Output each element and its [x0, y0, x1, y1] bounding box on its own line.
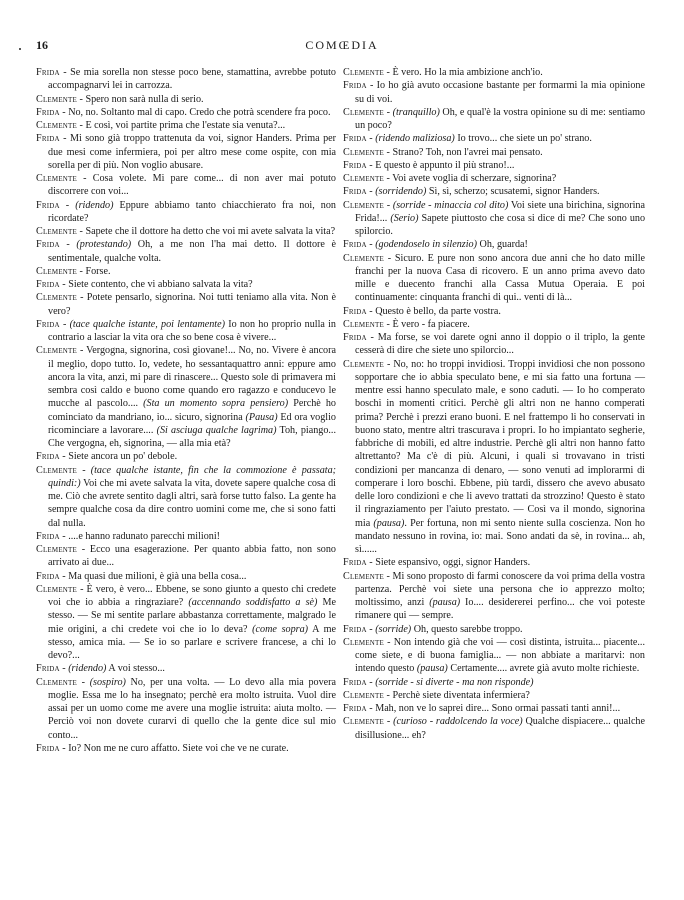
- dialogue-text: ....e hanno radunato parecchi milioni!: [68, 530, 221, 542]
- speaker-name: Frida: [343, 133, 367, 145]
- speaker-name: Clemente: [36, 544, 78, 555]
- dialogue-line: Clemente - Sicuro. E pure non sono ancora due anni che ho dato mille franchi per la nuova Casa di ricovero. E un anno prima avevo dato mille e duecento franchi alla Cassa Mutua Operaia. E poi continuamente: cinquanta franchi di qui.. venti di là...: [343, 252, 646, 304]
- dialogue-line: Clemente - Potete pensarlo, signorina. Noi tutti teniamo alla vita. Non è vero?: [36, 292, 336, 317]
- dialogue-line: Clemente - Sapete che il dottore ha detto che voi mi avete salvata la vita?: [36, 226, 336, 237]
- dialogue-line: Frida - ....e hanno radunato parecchi milioni!: [36, 530, 221, 542]
- stage-direction: (sorridendo): [375, 186, 427, 198]
- dialogue-text: Forse.: [85, 265, 111, 277]
- speaker-name: Clemente: [343, 318, 385, 330]
- right-column: [343, 66, 645, 742]
- dialogue-text: Toh, piango... Che vergogna, eh, signorina, — alla mia età?: [48, 424, 336, 449]
- speaker-name: Frida: [36, 279, 60, 290]
- dialogue-line: Frida - Io ho già avuto occasione bastante per formarmi la mia opinione su di voi.: [343, 80, 645, 105]
- dialogue-text: È vero. Ho la mia ambizione anch'io.: [392, 67, 543, 78]
- dialogue-line: Clemente - Forse.: [36, 265, 111, 277]
- speaker-name: Clemente: [36, 464, 78, 476]
- dialogue-text: Oh, e qual'è la vostra opinione su di me: sentiamo un poco?: [355, 106, 646, 131]
- speaker-name: Clemente: [36, 583, 78, 595]
- stage-direction: (sorride - minaccia col dito): [392, 199, 509, 211]
- dialogue-text: No, per una volta. — Lo devo alla mia povera moglie. Essa me lo ha insegnato; perchè era molto istruita. Vuol dire assai per un uomo come me avere una moglie istruita: aiuta molto. — Perciò voi non dovete curarvi di quello che la gente dice sul mio conto...: [48, 676, 336, 741]
- dialogue-line: Clemente - Cosa volete. Mi pare come... di non aver mai potuto discorrere con voi...: [36, 173, 336, 198]
- dialogue-text: Siete contento, che vi abbiano salvata la vita?: [68, 279, 253, 290]
- speaker-name: Frida: [343, 186, 367, 198]
- speaker-name: Frida: [343, 332, 367, 343]
- dialogue-text: Siete ancora un po' debole.: [68, 451, 178, 463]
- speaker-name: Clemente: [343, 173, 385, 184]
- speaker-name: Clemente: [36, 93, 78, 105]
- speaker-name: Frida: [343, 80, 367, 92]
- dialogue-line: Clemente - Spero non sarà nulla di serio.: [36, 93, 204, 105]
- dialogue-line: Frida - (sorride - si diverte - ma non risponde): [343, 676, 534, 688]
- stage-direction: (pausa): [429, 597, 461, 608]
- dialogue-text: No, no. Soltanto mal di capo. Credo che potrà scendere fra poco.: [68, 106, 331, 118]
- dialogue-line: Clemente - (tace qualche istante, fin che la commozione è passata; quindi:) Voi che mi avete salvata la vita, dovete sapere qualche cosa di me. Ciò che avrete sentito dagli altri, sarà forse tutto falso. La gente ha sempre qualche cosa da dire contro uomini come me, che si sono fatti dal nulla.: [36, 464, 337, 529]
- dialogue-text: Cosa volete. Mi pare come... di non aver mai potuto discorrere con voi...: [48, 173, 336, 198]
- speaker-name: Frida: [36, 106, 60, 118]
- dialogue-text: E così, voi partite prima che l'estate sia venuta?...: [85, 120, 286, 131]
- dialogue-text: . Per fortuna, non mi sento niente sulla coscienza. Non ho mandato nessuno in rovina, io: mai. Sono andati da sè, in rovina... ah, sì......: [355, 517, 645, 555]
- dialogue-line: Frida - Ma quasi due milioni, è già una bella cosa...: [36, 570, 247, 582]
- dialogue-line: Frida - Io? Non me ne curo affatto. Siete voi che ve ne curate.: [36, 742, 289, 754]
- dialogue-line: Frida - (ridendo) Eppure abbiamo tanto chiacchierato fra noi, non ricordate?: [36, 199, 336, 224]
- stage-direction: (Sta un momento sopra pensiero): [143, 398, 289, 410]
- dialogue-line: Clemente - È vero. Ho la mia ambizione anch'io.: [343, 67, 543, 78]
- dialogue-text: Perchè ho cominciato da mandriano, io... sicuro, signorina: [48, 398, 336, 423]
- speaker-name: Clemente: [343, 199, 385, 211]
- dialogue-line: Frida - Se mia sorella non stesse poco bene, stamattina, avrebbe potuto accompagnarvi lei in carrozza.: [36, 67, 336, 92]
- dialogue-text: Mah, non ve lo saprei dire... Sono ormai passati tanti anni!...: [375, 703, 621, 714]
- dialogue-line: Clemente - Non intendo già che voi — così distinta, istruita... piacente... come siete, e di buona famiglia... — non abbiate a maritarvi: non intendo questo (pausa) Certamente.... avrete già avuto molte richieste.: [343, 636, 645, 675]
- dialogue-text: Siete espansivo, oggi, signor Handers.: [375, 557, 531, 569]
- dialogue-text: No, no: ho troppi invidiosi. Troppi invidiosi che non possono sopportare che io abbia speculato bene, e mi sia fatto una fortuna — mentre essi hanno speculato male, e sono caduti. — Io ho comperato boschi in momenti critici. Perchè gli altri non ne hanno comperati prima? Perchè i prezzi erano buoni. E nel frattempo li ho conservati in buono stato, mentre altri trascurava i propri. Io ho impiantato segherie, fabbriche di mobili, ed altre industrie. Perchè gli altri non hanno fatto altrettanto? Ma c'è di più. Alcuni, i quali si trovavano in tristi condizioni per mancanza di denaro, — sono venuti ad implorarmi di comperare i loro boschi. Ebbene, più tardi, dissero che avevo abusato delle loro condizioni e che li avevo trattati da strozzino! Questo è stato il ringraziamento per l'aiuto prestato. — Così va il mondo, signorina mia: [355, 358, 645, 529]
- dialogue-text: A me stesso, amica mia. — Se io so parlare e scrivere francese, a chi lo devo?...: [48, 623, 336, 661]
- dialogue-text: Mi sono già troppo trattenuta da voi, signor Handers. Prima per due mesi come infermiera, poi per altro mese come ospite, con mia sorella per di più. Non voglio abusare.: [48, 133, 336, 171]
- speaker-name: Frida: [36, 451, 60, 463]
- dialogue-text: Sicuro. E pure non sono ancora due anni che ho dato mille franchi per la nuova Casa di ricovero. E un anno prima avevo dato mille e duecento franchi alla Cassa Mutua Operaia. E poi continuamente: cinquanta franchi di qui.. venti di là...: [355, 252, 646, 304]
- speaker-name: Clemente: [343, 146, 385, 158]
- dialogue-text: Strano? Toh, non l'avrei mai pensato.: [392, 146, 543, 158]
- dialogue-text: Eppure abbiamo tanto chiacchierato fra noi, non ricordate?: [48, 199, 336, 224]
- dialogue-text: Questo è bello, da parte vostra.: [375, 305, 501, 317]
- dialogue-line: Clemente - (sospiro) No, per una volta. — Lo devo alla mia povera moglie. Essa me lo ha insegnato; perchè era molto istruita. Vuol dire assai per un uomo come me avere una moglie istruita: aiuta molto. — Perciò voi non dovete curarvi di quello che la gente dice sul mio conto...: [36, 676, 336, 741]
- speaker-name: Clemente: [343, 689, 385, 701]
- speaker-name: Clemente: [343, 636, 385, 648]
- stage-direction: (ridendo): [75, 199, 114, 211]
- dialogue-text: È vero, è vero... Ebbene, se sono giunto a questo chi credete voi che io abbia a ringraziare?: [48, 583, 337, 608]
- dialogue-text: Vergogna, signorina, così giovane!... No, no. Vivere è ancora il meglio, dopo tutto. Io, vedete, ho sessantaquattro anni: eppure amo ancora la vita, anzi, mi pare di rinascere... Questo sole di primavera mi sembra così caldo e buono come quando ero ragazzo e conducevo le mucche al pascolo....: [48, 345, 336, 410]
- dialogue-text: Ecco una esagerazione. Per quanto abbia fatto, non sono arrivato ai due...: [48, 544, 336, 569]
- dialogue-text: Perchè siete diventata infermiera?: [392, 689, 530, 701]
- dialogue-text: Oh, questo sarebbe troppo.: [411, 623, 523, 635]
- dialogue-line: Frida - (tace qualche istante, poi lentamente) Io non ho proprio nulla in contrario a lasciar la vita ora che so bene cosa è vivere...: [36, 318, 336, 343]
- speaker-name: Frida: [343, 159, 367, 171]
- dialogue-line: Clemente - No, no: ho troppi invidiosi. Troppi invidiosi che non possono sopportare che io abbia speculato bene, e mi sia fatto una fortuna — mentre essi hanno speculato male, e sono caduti. — Io ho comperato boschi in momenti critici. Perchè gli altri non ne hanno comperati prima? Perchè i prezzi erano buoni. E nel frattempo li ho conservati in buono stato, mentre altri trascurava i propri. Io ho impiantato segherie, fabbriche di mobili, ed altre industrie. Perchè gli altri non hanno fatto altrettanto? Ma c'è di più. Alcuni, i quali si trovavano in tristi condizioni per mancanza di denaro, — sono venuti ad implorarmi di comperare i loro boschi. Ebbene, più tardi, dissero che avevo abusato delle loro condizioni e che li avevo trattati da strozzino! Questo è stato il ringraziamento per l'aiuto prestato. — Così va il mondo, signorina mia (pausa). Per fortuna, non mi sento niente sulla coscienza. Non ho mandato nessuno in rovina, io: mai. Sono andati da sè, in rovina... ah, sì......: [343, 358, 645, 555]
- speaker-name: Frida: [343, 557, 367, 569]
- stage-direction: (tace qualche istante, poi lentamente): [69, 318, 225, 330]
- dialogue-text: Sì, sì, scherzo; scusatemi, signor Handers.: [426, 186, 600, 198]
- stage-direction: (protestando): [76, 239, 132, 251]
- stage-direction: (Si asciuga qualche lagrima): [156, 424, 277, 436]
- dialogue-line: Frida - (protestando) Oh, a me non l'ha mai detto. Il dottore è sentimentale, qualche volta.: [36, 239, 337, 264]
- dialogue-text: E questo è appunto il più strano!...: [375, 159, 515, 171]
- dialogue-text: Io ho già avuto occasione bastante per formarmi la mia opinione su di voi.: [355, 80, 645, 105]
- dialogue-text: Oh, guarda!: [477, 239, 528, 251]
- stage-direction: (come sopra): [252, 623, 309, 635]
- dialogue-text: Potete pensarlo, signorina. Noi tutti teniamo alla vita. Non è vero?: [48, 292, 336, 317]
- stage-direction: (sospiro): [89, 676, 126, 688]
- speaker-name: Clemente: [36, 120, 78, 131]
- dialogue-line: Frida - Questo è bello, da parte vostra.: [343, 305, 501, 317]
- dialogue-line: Frida - Siete contento, che vi abbiano salvata la vita?: [36, 279, 253, 290]
- stage-direction: (Pausa): [245, 411, 278, 423]
- dialogue-text: Mi sono proposto di farmi conoscere da voi prima della vostra partenza. Perchè voi siete una persona che io apprezzo molto; moltissimo, anzi: [355, 570, 645, 608]
- stage-direction: (curioso - raddolcendo la voce): [393, 716, 523, 728]
- speaker-name: Clemente: [36, 226, 78, 237]
- dialogue-text: Sapete piuttosto che cosa si dice di me? Che sono uno spilorcio.: [355, 212, 646, 237]
- dialogue-line: Clemente - (curioso - raddolcendo la voce) Qualche dispiacere... qualche disillusione... eh?: [343, 716, 645, 741]
- dialogue-line: Clemente - Perchè siete diventata infermiera?: [343, 689, 530, 701]
- dialogue-text: Io non ho proprio nulla in contrario a lasciar la vita ora che so bene cosa è vivere...: [48, 318, 336, 343]
- speaker-name: Clemente: [343, 252, 385, 264]
- dialogue-line: Frida - (ridendo) A voi stesso...: [36, 663, 165, 675]
- speaker-name: Frida: [36, 663, 60, 675]
- dialogue-text: Sapete che il dottore ha detto che voi mi avete salvata la vita?: [85, 226, 336, 237]
- stage-direction: (pausa): [416, 663, 448, 675]
- dialogue-line: Clemente - Voi avete voglia di scherzare, signorina?: [343, 173, 557, 184]
- dialogue-text: Spero non sarà nulla di serio.: [85, 93, 204, 105]
- dialogue-text: A voi stesso...: [106, 663, 165, 675]
- speaker-name: Frida: [36, 239, 60, 251]
- speaker-name: Frida: [36, 67, 60, 78]
- dialogue-line: Clemente - E così, voi partite prima che l'estate sia venuta?...: [36, 120, 286, 131]
- dialogue-text: Voi che mi avete salvata la vita, dovete sapere qualche cosa di me. Ciò che avrete sentito dagli altri, sarà forse tutto falso. La gente ha sempre qualche cosa da dire contro uomini come me, che si sono fatti dal nulla.: [48, 477, 336, 529]
- speaker-name: Frida: [343, 305, 367, 317]
- dialogue-line: Frida - No, no. Soltanto mal di capo. Credo che potrà scendere fra poco.: [36, 106, 331, 118]
- speaker-name: Frida: [36, 570, 60, 582]
- speaker-name: Frida: [343, 703, 367, 714]
- speaker-name: Clemente: [36, 676, 78, 688]
- dialogue-text: Ed ora voglio ricominciare a lavorare....: [48, 411, 336, 436]
- dialogue-line: Clemente - Mi sono proposto di farmi conoscere da voi prima della vostra partenza. Perchè voi siete una persona che io apprezzo molto; moltissimo, anzi (pausa) Io.... desidererei perfino... che voi poteste rimanere qui — sempre.: [343, 570, 645, 622]
- dialogue-text: Me stesso. — Se mi sentite parlare abbastanza correttamente, malgrado le mie origini, a chi credete voi che io lo deva?: [48, 597, 336, 635]
- dialogue-line: Clemente - Strano? Toh, non l'avrei mai pensato.: [343, 146, 543, 158]
- journal-title: COMŒDIA: [305, 38, 379, 52]
- dialogue-text: Io? Non me ne curo affatto. Siete voi che ve ne curate.: [68, 742, 289, 754]
- dialogue-line: Frida - (godendoselo in silenzio) Oh, guarda!: [343, 239, 528, 251]
- dialogue-line: Clemente - Vergogna, signorina, così giovane!... No, no. Vivere è ancora il meglio, dopo tutto. Io, vedete, ho sessantaquattro anni: eppure amo ancora la vita, anzi, mi pare di rinascere... Questo sole di primavera mi sembra così caldo e buono come quando ero ragazzo e conducevo le mucche al pascolo.... (Sta un momento sopra pensiero) Perchè ho cominciato da mandriano, io... sicuro, signorina (Pausa) Ed ora voglio ricominciare a lavorare.... (Si asciuga qualche lagrima) Toh, piango... Che vergogna, eh, signorina, — alla mia età?: [36, 345, 336, 449]
- speaker-name: Frida: [343, 623, 367, 635]
- speaker-name: Frida: [36, 133, 60, 145]
- speaker-name: Frida: [36, 742, 60, 754]
- left-column: [36, 66, 336, 755]
- speaker-name: Clemente: [36, 292, 78, 304]
- speaker-name: Clemente: [343, 358, 385, 370]
- stage-direction: (tranquillo): [392, 106, 440, 118]
- dialogue-line: Clemente - (sorride - minaccia col dito) Voi siete una birichina, signorina Frida!... (Serio) Sapete piuttosto che cosa si dice di me? Che sono uno spilorcio.: [343, 199, 646, 237]
- dialogue-line: Frida - (sorride) Oh, questo sarebbe troppo.: [343, 623, 523, 635]
- speaker-name: Clemente: [36, 345, 78, 357]
- stage-direction: (godendoselo in silenzio): [375, 239, 477, 251]
- dialogue-text: Se mia sorella non stesse poco bene, stamattina, avrebbe potuto accompagnarvi lei in carrozza.: [48, 67, 336, 92]
- dialogue-text: Io.... desidererei perfino... che voi poteste rimanere qui — sempre.: [355, 597, 645, 622]
- dialogue-line: Frida - (sorridendo) Sì, sì, scherzo; scusatemi, signor Handers.: [343, 186, 600, 198]
- dialogue-line: Frida - Mi sono già troppo trattenuta da voi, signor Handers. Prima per due mesi come infermiera, poi per altro mese come ospite, con mia sorella per di più. Non voglio abusare.: [36, 133, 336, 171]
- speaker-name: Frida: [343, 676, 367, 688]
- stage-direction: (tace qualche istante, fin che la commozione è passata; quindi:): [48, 464, 337, 489]
- speaker-name: Frida: [36, 199, 60, 211]
- dialogue-text: Non intendo già che voi — così distinta, istruita... piacente... come siete, e di buona famiglia... — non abbiate a maritarvi: non intendo questo: [355, 636, 645, 675]
- stage-direction: (ridendo maliziosa): [375, 133, 455, 145]
- stage-direction: (Serio): [390, 212, 419, 224]
- dialogue-text: Ma forse, se voi darete ogni anno il doppio o il triplo, la gente cesserà di dire che siete uno spilorcio...: [355, 332, 645, 357]
- stage-direction: (pausa): [373, 517, 405, 529]
- dialogue-text: Oh, a me non l'ha mai detto. Il dottore è sentimentale, qualche volta.: [48, 239, 337, 264]
- dialogue-line: Frida - Mah, non ve lo saprei dire... Sono ormai passati tanti anni!...: [343, 703, 621, 714]
- speaker-name: Frida: [36, 318, 60, 330]
- speaker-name: Clemente: [36, 173, 78, 184]
- dialogue-text: Voi avete voglia di scherzare, signorina?: [392, 173, 557, 184]
- dialogue-line: Frida - Ma forse, se voi darete ogni anno il doppio o il triplo, la gente cesserà di dire che siete uno spilorcio...: [343, 332, 645, 357]
- page-number: 16: [36, 38, 48, 52]
- speaker-name: Clemente: [36, 265, 78, 277]
- dialogue-text: È vero - fa piacere.: [392, 318, 470, 330]
- dialogue-line: Frida - (ridendo maliziosa) Io trovo... che siete un po' strano.: [343, 133, 592, 145]
- speaker-name: Clemente: [343, 106, 385, 118]
- speaker-name: Clemente: [343, 570, 385, 582]
- dialogue-line: Clemente - È vero - fa piacere.: [343, 318, 470, 330]
- dialogue-line: Clemente - È vero, è vero... Ebbene, se sono giunto a questo chi credete voi che io abbia a ringraziare? (accennando soddisfatto a sè) Me stesso. — Se mi sentite parlare abbastanza correttamente, malgrado le mie origini, a chi credete voi che io lo deva? (come sopra) A me stesso, amica mia. — Se io so parlare e scrivere francese, a chi lo devo?...: [36, 583, 337, 661]
- dialogue-text: Ma quasi due milioni, è già una bella cosa...: [68, 570, 247, 582]
- speaker-name: Frida: [343, 239, 367, 251]
- dialogue-text: Qualche dispiacere... qualche disillusione... eh?: [355, 716, 645, 741]
- dialogue-line: Frida - Siete espansivo, oggi, signor Handers.: [343, 557, 531, 569]
- dialogue-line: Frida - E questo è appunto il più strano!...: [343, 159, 515, 171]
- stage-direction: (ridendo): [68, 663, 107, 675]
- dialogue-line: Frida - Siete ancora un po' debole.: [36, 451, 178, 463]
- dialogue-line: Clemente - Ecco una esagerazione. Per quanto abbia fatto, non sono arrivato ai due...: [36, 544, 336, 569]
- dialogue-text: Certamente.... avrete già avuto molte richieste.: [447, 663, 640, 675]
- dialogue-text: Io trovo... che siete un po' strano.: [454, 133, 592, 145]
- speaker-name: Clemente: [343, 716, 385, 728]
- dialogue-text: Voi siete una birichina, signorina Frida!...: [355, 199, 645, 224]
- speaker-name: Frida: [36, 530, 60, 542]
- dialogue-line: Clemente - (tranquillo) Oh, e qual'è la vostra opinione su di me: sentiamo un poco?: [343, 106, 646, 131]
- speaker-name: Clemente: [343, 67, 385, 78]
- stage-direction: (sorride - si diverte - ma non risponde): [375, 676, 534, 688]
- stage-direction: (accennando soddisfatto a sè): [188, 597, 318, 608]
- stage-direction: (sorride): [375, 623, 412, 635]
